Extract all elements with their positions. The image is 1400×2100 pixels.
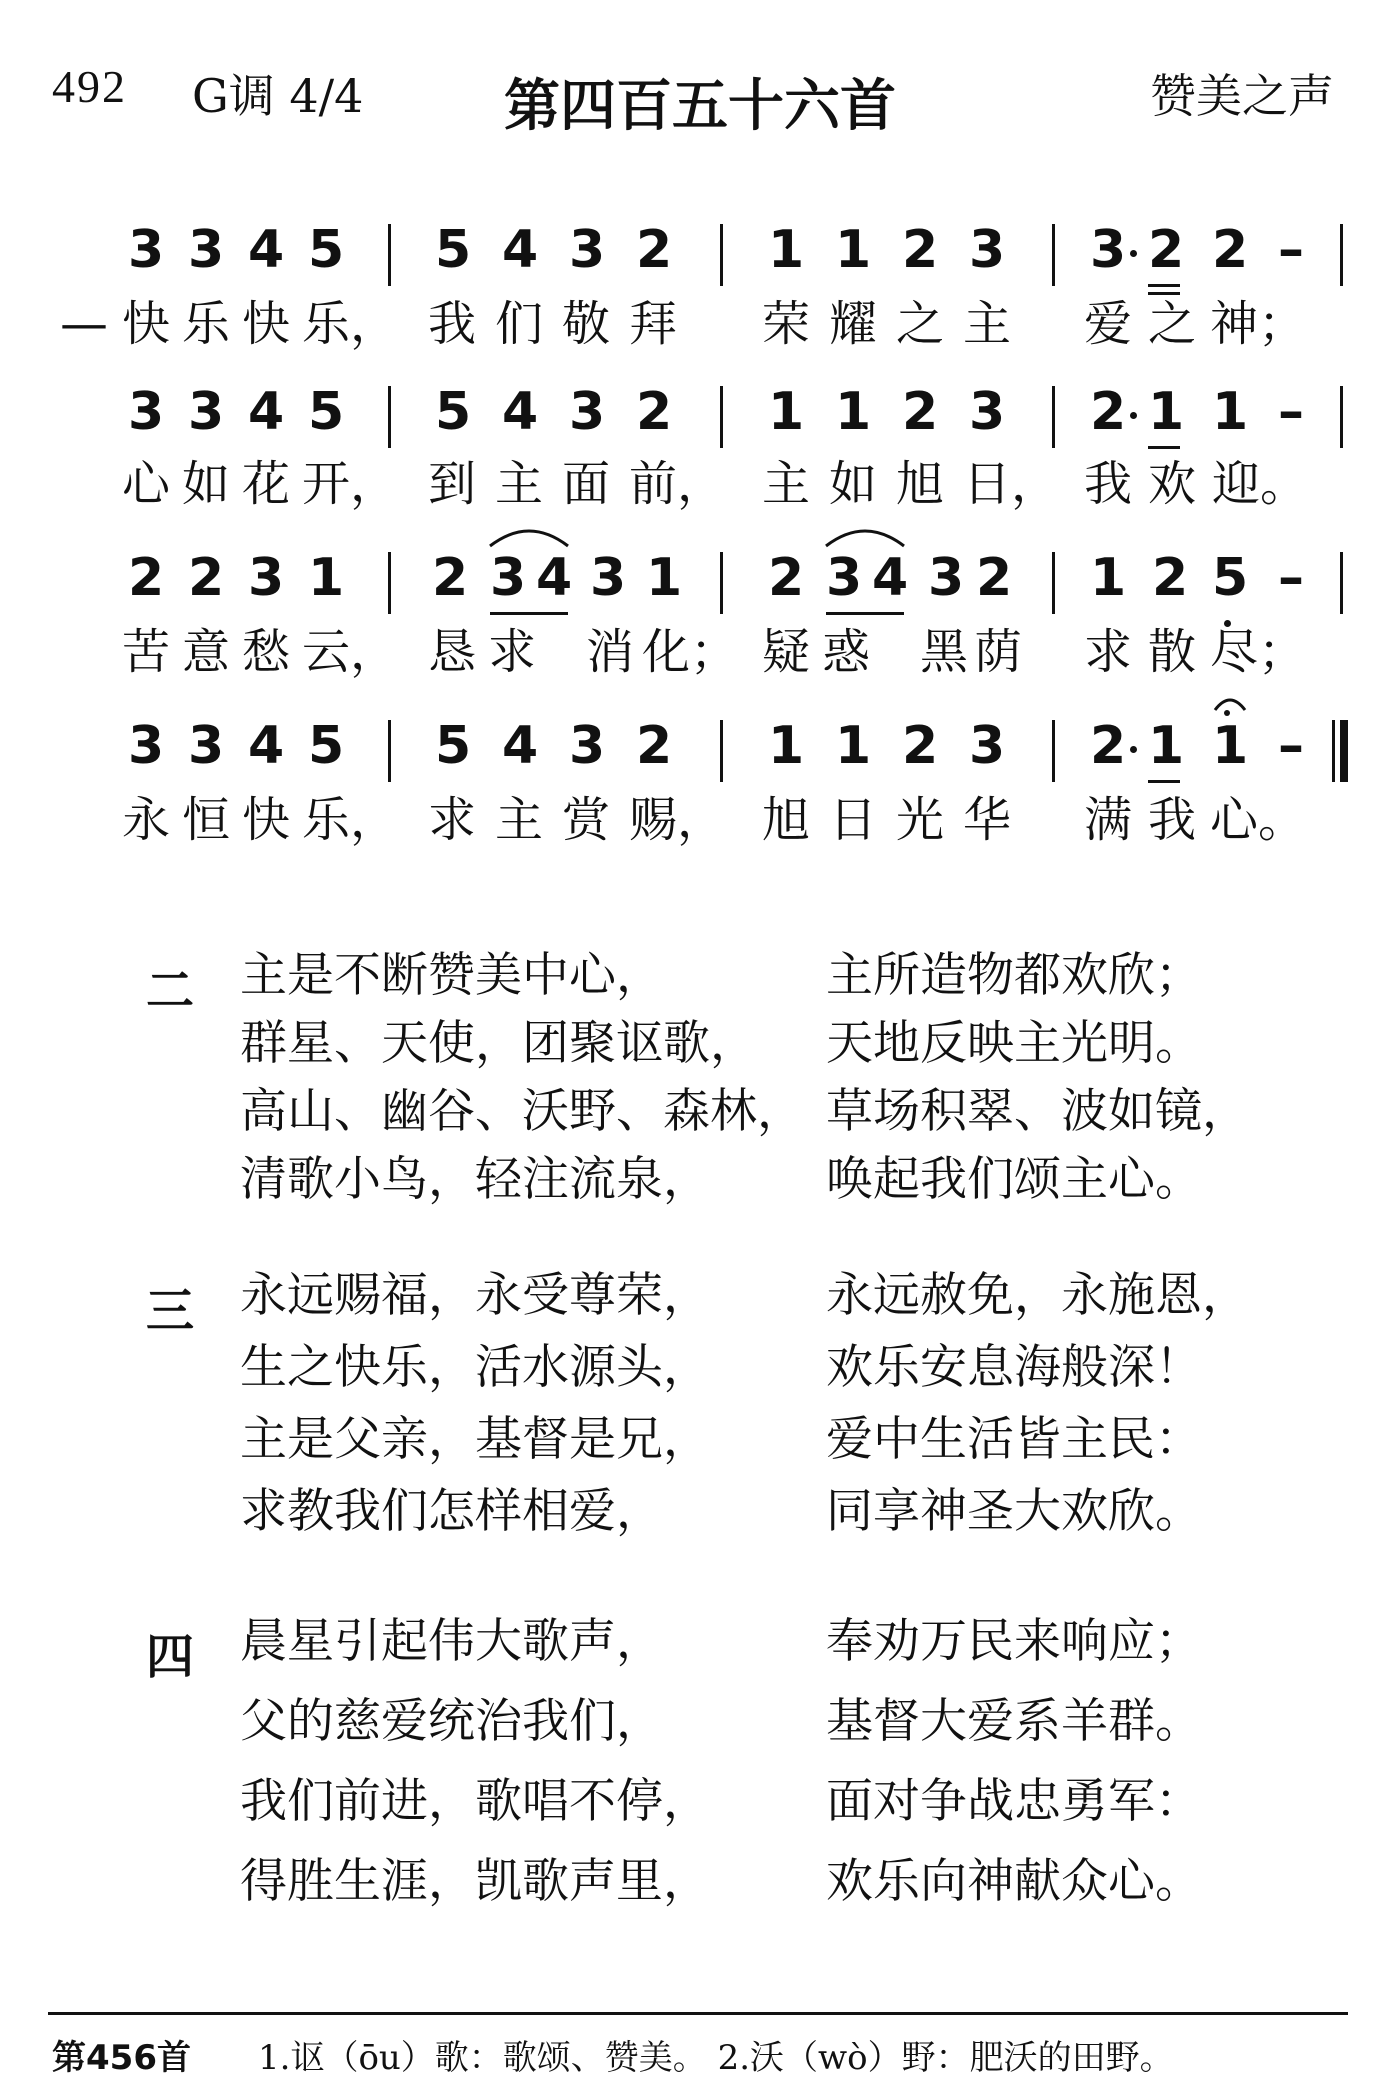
lyric: 华	[963, 792, 1012, 848]
bar-line	[720, 720, 723, 782]
underline	[1148, 446, 1180, 449]
lyric: 快	[242, 296, 291, 352]
lyric: 之	[1148, 296, 1197, 352]
verse-line: 天地反映主光明。	[826, 1016, 1202, 1071]
note: 3	[490, 548, 527, 608]
lyric: 日	[829, 792, 878, 848]
lyric: 旭	[896, 456, 945, 512]
note: 3	[188, 220, 225, 280]
verse-line: 主所造物都欢欣；	[826, 948, 1202, 1003]
lyric: 心。	[1210, 792, 1307, 848]
note: 3	[128, 220, 165, 280]
lyric: 求	[488, 624, 537, 680]
note: 5	[435, 382, 472, 442]
verse-line: 生之快乐，活水源头，	[240, 1340, 710, 1395]
note: 3	[569, 220, 606, 280]
note: 4	[502, 220, 539, 280]
lyric: 惑	[822, 624, 871, 680]
verse-line: 欢乐向神献众心。	[826, 1854, 1202, 1909]
verse-line: 清歌小鸟，轻注流泉，	[240, 1152, 710, 1207]
lyric: 荣	[762, 296, 811, 352]
note: 5	[308, 716, 345, 776]
notation-line-2	[0, 382, 1400, 462]
note: 2	[128, 548, 165, 608]
verse-line: 永远赐福，永受尊荣，	[240, 1268, 710, 1323]
verse-line: 同享神圣大欢欣。	[826, 1484, 1202, 1539]
lyric: 耀	[829, 296, 878, 352]
footer-hymn-number: 第456首	[52, 2038, 191, 2078]
dot	[1130, 250, 1137, 257]
verse-line: 基督大爱系羊群。	[826, 1694, 1202, 1749]
lyric: 云，	[302, 624, 399, 680]
hymn-title: 第四百五十六首	[504, 74, 896, 139]
verse-line: 面对争战忠勇军：	[826, 1774, 1202, 1829]
lyric: 我	[1148, 792, 1197, 848]
note: 3	[969, 220, 1006, 280]
note: 5	[435, 220, 472, 280]
verse-line: 草场积翠、波如镜，	[826, 1084, 1249, 1139]
footer-rule	[48, 2012, 1348, 2015]
verse-line: 父的慈爱统治我们，	[240, 1694, 663, 1749]
lyric: 花	[242, 456, 291, 512]
note: 2	[976, 548, 1013, 608]
lyric: 赐，	[629, 792, 726, 848]
book-name: 赞美之声	[1150, 69, 1334, 123]
bar-line	[720, 224, 723, 286]
lyrics-line-1	[0, 296, 1400, 356]
note: 2	[902, 382, 939, 442]
note: 4	[248, 220, 285, 280]
lyric: 恒	[182, 792, 231, 848]
bar-line	[720, 386, 723, 448]
note: 2	[636, 382, 673, 442]
lyric: 满	[1084, 792, 1133, 848]
note: 3	[826, 548, 863, 608]
lyric: 黑	[920, 624, 969, 680]
note: 4	[248, 716, 285, 776]
note: 2	[636, 716, 673, 776]
lyric: 疑	[762, 624, 811, 680]
verse-line: 唤起我们颂主心。	[826, 1152, 1202, 1207]
note: 2	[1148, 220, 1185, 280]
verse-number: 二	[146, 963, 195, 1019]
lyric: 到	[428, 456, 477, 512]
note: –	[1278, 548, 1304, 608]
lyric: 荫	[974, 624, 1023, 680]
note: 1	[768, 220, 805, 280]
lyric: 快	[122, 296, 171, 352]
note: 4	[536, 548, 573, 608]
key-signature: G调 4/4	[192, 69, 364, 123]
lyric: 快	[242, 792, 291, 848]
lyric: 光	[896, 792, 945, 848]
underline	[1148, 780, 1180, 783]
lyric: 恳	[428, 624, 477, 680]
note: 2	[1212, 220, 1249, 280]
note: 3	[569, 382, 606, 442]
lyric: 如	[182, 456, 231, 512]
note: 2	[1152, 548, 1189, 608]
final-bar-line-thick	[1340, 720, 1348, 782]
verse-line: 群星、天使，团聚讴歌，	[240, 1016, 757, 1071]
verse-line: 爱中生活皆主民：	[826, 1412, 1202, 1467]
lyric: 日，	[963, 456, 1060, 512]
bar-line	[1052, 720, 1055, 782]
bar-line	[720, 552, 723, 614]
lyric: 敬	[562, 296, 611, 352]
lyric: 之	[896, 296, 945, 352]
lyric: 前，	[629, 456, 726, 512]
lyric: 们	[495, 296, 544, 352]
note: 3	[128, 382, 165, 442]
lyric: 我	[1084, 456, 1133, 512]
bar-line	[388, 386, 391, 448]
note: 3	[969, 382, 1006, 442]
slur-arc	[822, 520, 908, 550]
fermata-icon	[1212, 694, 1248, 712]
underline	[490, 612, 568, 615]
verse-line: 主是不断赞美中心，	[240, 948, 663, 1003]
note: 1	[646, 548, 683, 608]
lyric: 爱	[1084, 296, 1133, 352]
note: 2	[1090, 382, 1127, 442]
lyric: 主	[495, 456, 544, 512]
notation-line-3	[0, 548, 1400, 628]
note: 2	[768, 548, 805, 608]
slur-arc	[486, 520, 572, 550]
note: 4	[872, 548, 909, 608]
dot	[1130, 746, 1137, 753]
lyric: 我	[428, 296, 477, 352]
note: 3	[248, 548, 285, 608]
lyric: 散	[1148, 624, 1197, 680]
note: 1	[768, 382, 805, 442]
note: –	[1278, 716, 1304, 776]
lyric: 永	[122, 792, 171, 848]
bar-line	[388, 224, 391, 286]
note: 2	[1090, 716, 1127, 776]
bar-line	[1052, 552, 1055, 614]
bar-line	[1052, 386, 1055, 448]
underline	[1148, 292, 1180, 295]
verse-number: 三	[146, 1283, 195, 1339]
lyric: 拜	[629, 296, 678, 352]
note: 2	[902, 716, 939, 776]
lyric: 主	[963, 296, 1012, 352]
lyric: 赏	[562, 792, 611, 848]
lyric: 旭	[762, 792, 811, 848]
lyric: 如	[829, 456, 878, 512]
note: 5	[308, 382, 345, 442]
note: 2	[432, 548, 469, 608]
note: 3	[969, 716, 1006, 776]
dot	[1130, 412, 1137, 419]
underline	[826, 612, 904, 615]
bar-line	[388, 552, 391, 614]
verse-line: 奉劝万民来响应；	[826, 1614, 1202, 1669]
note: 3	[128, 716, 165, 776]
lyric: 意	[182, 624, 231, 680]
note: 1	[835, 716, 872, 776]
bar-line	[1340, 552, 1343, 614]
lyric: 欢	[1148, 456, 1197, 512]
note: 1	[1212, 716, 1249, 776]
note: 5	[435, 716, 472, 776]
note: 1	[1090, 548, 1127, 608]
verse-line: 永远赦免，永施恩，	[826, 1268, 1249, 1323]
note: 3	[569, 716, 606, 776]
lyric: 化；	[642, 624, 739, 680]
note: 1	[835, 220, 872, 280]
note: 2	[188, 548, 225, 608]
notation-line-1	[0, 220, 1400, 300]
lyric: 迎。	[1212, 456, 1309, 512]
verse-line: 主是父亲，基督是兄，	[240, 1412, 710, 1467]
note: 3	[188, 382, 225, 442]
lyric: 神；	[1210, 296, 1307, 352]
verse-number: 四	[146, 1629, 195, 1685]
verse-line: 得胜生涯，凯歌声里，	[240, 1854, 710, 1909]
footer-annotation: 1.讴（ōu）歌：歌颂、赞美。 2.沃（wò）野：肥沃的田野。	[258, 2038, 1174, 2078]
lyric: 面	[562, 456, 611, 512]
verse-line: 我们前进，歌唱不停，	[240, 1774, 710, 1829]
lyric: 主	[762, 456, 811, 512]
final-bar-line	[1332, 720, 1335, 782]
lyric: 主	[495, 792, 544, 848]
underline	[1148, 284, 1180, 287]
lyric: 乐，	[302, 792, 399, 848]
note: 1	[1148, 716, 1185, 776]
lyric: 心	[122, 456, 171, 512]
note: 4	[502, 716, 539, 776]
bar-line	[1340, 386, 1343, 448]
note: 4	[502, 382, 539, 442]
verse-line: 欢乐安息海般深！	[826, 1340, 1202, 1395]
lyric: 苦	[122, 624, 171, 680]
verse-line: 晨星引起伟大歌声，	[240, 1614, 663, 1669]
verse-line: 求教我们怎样相爱，	[240, 1484, 663, 1539]
note: –	[1278, 220, 1304, 280]
note: 2	[636, 220, 673, 280]
lyrics-line-4	[0, 792, 1400, 852]
lyric: 消	[586, 624, 635, 680]
lyrics-line-2	[0, 456, 1400, 516]
lyric: 开，	[302, 456, 399, 512]
verse-line: 高山、幽谷、沃野、森林，	[240, 1084, 804, 1139]
note: 3	[188, 716, 225, 776]
note: 3	[1090, 220, 1127, 280]
bar-line	[388, 720, 391, 782]
lyric: 愁	[242, 624, 291, 680]
lyric: 乐，	[302, 296, 399, 352]
notation-line-4	[0, 716, 1400, 796]
note: –	[1278, 382, 1304, 442]
page-number: 492	[52, 61, 127, 112]
note: 1	[308, 548, 345, 608]
note: 3	[928, 548, 965, 608]
note: 3	[590, 548, 627, 608]
lyrics-line-3	[0, 624, 1400, 684]
note: 4	[248, 382, 285, 442]
bar-line	[1340, 224, 1343, 286]
note: 1	[768, 716, 805, 776]
lyric: 求	[1084, 624, 1133, 680]
note: 2	[902, 220, 939, 280]
note: 1	[835, 382, 872, 442]
lyric: —	[60, 296, 108, 352]
note: 1	[1212, 382, 1249, 442]
lyric: 尽；	[1210, 624, 1307, 680]
bar-line	[1052, 224, 1055, 286]
note: 5	[308, 220, 345, 280]
note: 5	[1212, 548, 1249, 608]
note: 1	[1148, 382, 1185, 442]
lyric: 乐	[182, 296, 231, 352]
lyric: 求	[428, 792, 477, 848]
